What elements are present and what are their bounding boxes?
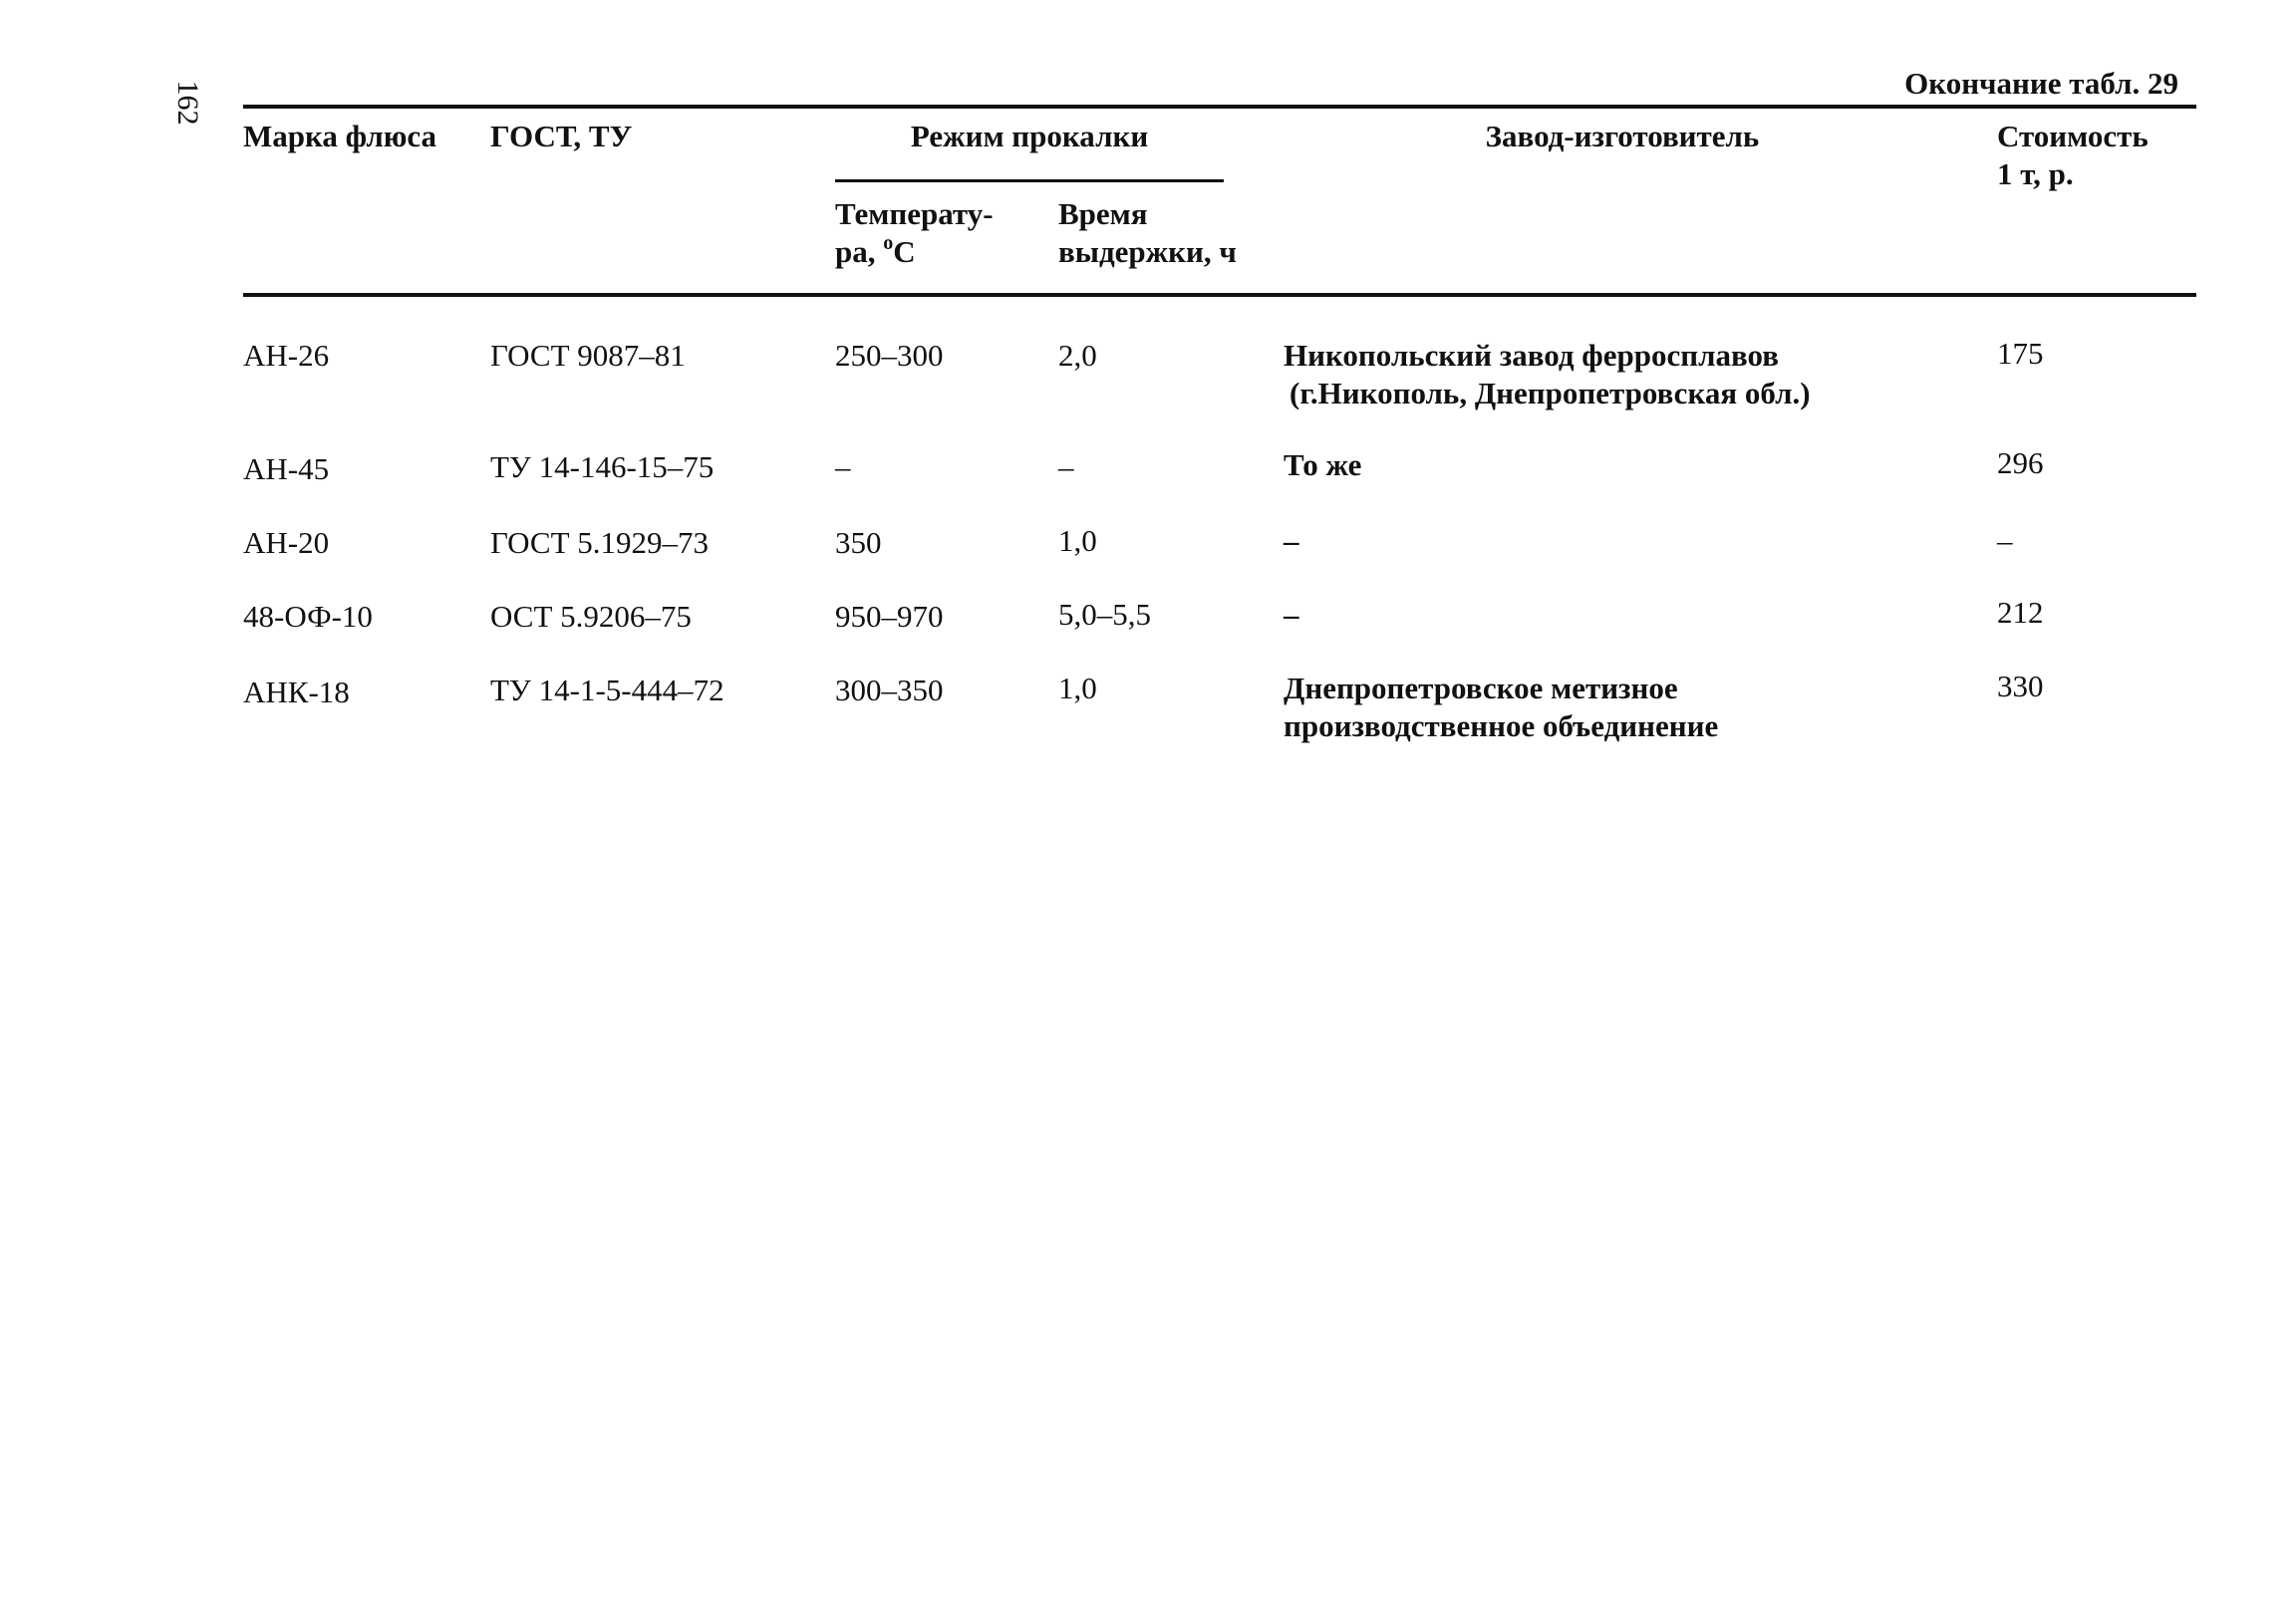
- table-row-5-cost: 330: [1997, 669, 2044, 703]
- table-row-2-cost: 296: [1997, 445, 2044, 480]
- table-row-1-manufacturer-line2: (г.Никополь, Днепропетровская обл.): [1290, 376, 1811, 410]
- table-caption: Окончание табл. 29: [1904, 66, 2178, 101]
- table-row-1-cost: 175: [1997, 336, 2044, 371]
- table-top-rule: [243, 105, 2196, 109]
- header-gost-tu: ГОСТ, ТУ: [490, 119, 633, 153]
- header-temperature-line2: ра, $^о$С: [835, 231, 916, 269]
- table-row-3-manufacturer-line1: –: [1284, 523, 1299, 558]
- table-row-4-brand: 48-ОФ-10: [243, 599, 373, 634]
- table-row-1-temperature: 250–300: [835, 338, 944, 373]
- table-row-2-manufacturer-line1: То же: [1284, 447, 1362, 482]
- table-row-2-brand: АН-45: [243, 451, 330, 486]
- table-row-1-brand: АН-26: [243, 338, 330, 373]
- table-row-5-manufacturer-line1: Днепропетровское метизное: [1284, 671, 1678, 705]
- table-row-5-hold-time: 1,0: [1058, 671, 1097, 705]
- table-row-4-standard: ОСТ 5.9206–75: [490, 599, 692, 634]
- table-row-3-temperature: 350: [835, 525, 882, 560]
- table-row-1-manufacturer-line1: Никопольский завод ферросплавов: [1284, 338, 1779, 373]
- header-hold-time-line1: Время: [1058, 196, 1148, 231]
- header-cost-line2: 1 т, р.: [1997, 156, 2074, 191]
- table-row-5-standard: ТУ 14-1-5-444–72: [490, 673, 724, 707]
- table-row-5-temperature: 300–350: [835, 673, 944, 707]
- table-row-4-manufacturer-line1: –: [1284, 597, 1299, 632]
- table-row-4-temperature: 950–970: [835, 599, 944, 634]
- table-row-3-hold-time: 1,0: [1058, 523, 1097, 558]
- header-manufacturer: Завод-изготовитель: [1485, 119, 1760, 153]
- table-row-1-standard: ГОСТ 9087–81: [490, 338, 686, 373]
- table-row-4-hold-time: 5,0–5,5: [1058, 597, 1151, 632]
- table-row-5-manufacturer-line2: производственное объединение: [1284, 708, 1719, 743]
- table-row-3-cost: –: [1997, 523, 2013, 558]
- header-hold-time-line2: выдержки, ч: [1058, 234, 1237, 269]
- header-flux-brand: Марка флюса: [243, 119, 437, 153]
- header-temperature-line1: Температу-: [835, 196, 994, 231]
- table-row-2-hold-time: –: [1058, 449, 1074, 484]
- table-row-1-hold-time: 2,0: [1058, 338, 1097, 373]
- subheader-rule: [835, 179, 1224, 182]
- table-row-2-standard: ТУ 14-146-15–75: [490, 449, 715, 484]
- table-row-4-cost: 212: [1997, 595, 2044, 630]
- header-cost-line1: Стоимость: [1997, 119, 2149, 153]
- page-number: 162: [171, 80, 204, 126]
- header-calcination-mode: Режим прокалки: [910, 119, 1149, 153]
- table-row-3-standard: ГОСТ 5.1929–73: [490, 525, 710, 560]
- table-row-3-brand: АН-20: [243, 525, 330, 560]
- table-header-rule: [243, 293, 2196, 297]
- table-row-2-temperature: –: [835, 449, 851, 484]
- table-row-5-brand: АНК-18: [243, 675, 350, 709]
